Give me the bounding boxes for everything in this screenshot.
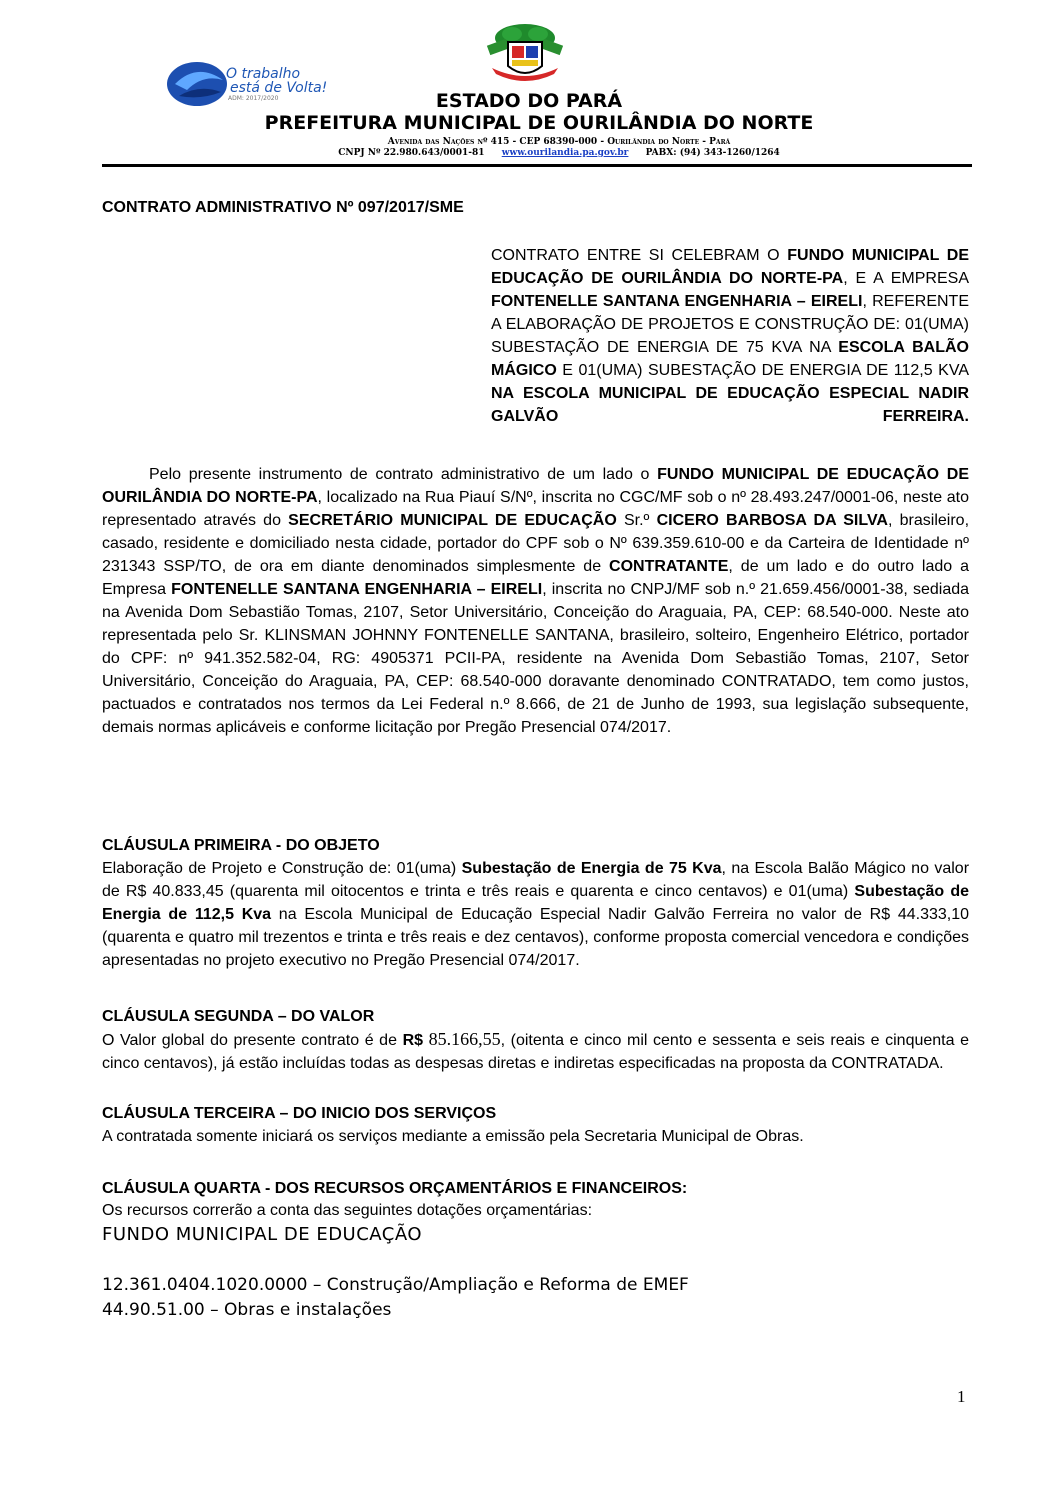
address-line: Avenida das Nações nº 415 - CEP 68390-000 - Ourilândia do Norte - Pará [387, 137, 731, 147]
state-heading: ESTADO DO PARÁ [435, 90, 623, 112]
preamble-text: , localizado na Rua Piauí S/Nº, inscrita no CGC/MF sob o nº 28.493.247/0001-06, neste ato representado através do [102, 489, 969, 529]
summary-text: , REFERENTE A ELABORAÇÃO DE PROJETOS E CONSTRUÇÃO DE: 01(UMA) SUBESTAÇÃO DE ENERGIA DE 75 KVA NA [491, 293, 970, 356]
budget-allocation-2: 44.90.51.00 – Obras e instalações [102, 1300, 392, 1320]
clause-bold-text: Subestação de Energia de 112,5 Kva [102, 883, 969, 923]
preamble-text: Pelo presente instrumento de contrato administrativo de um lado o [149, 466, 658, 483]
summary-bold-text: FUNDO MUNICIPAL DE EDUCAÇÃO DE OURILÂNDIA DO NORTE-PA [491, 247, 969, 287]
clause-1-body [102, 857, 969, 972]
logo-line-1: O trabalho [226, 66, 301, 82]
preamble-text: , inscrita no CNPJ/MF sob n.º 21.659.456/0001-38, sediada na Avenida Dom Sebastião Tomas, 2107, Setor Universitário, Conceição do Araguaia, PA, CEP: 68.540-000. Neste ato representada pelo Sr. KLINSMAN JOHNNY FONTENELLE SANTANA, brasileiro, solteiro, Engenheiro Elétrico, portador do CPF: nº 941.352.582-04, RG: 4905371 PCII-PA, residente na Avenida Dom Sebastião Tomas, 2107, Setor Universitário, Conceição do Araguaia, PA, CEP: 68.540-000 doravante denominado CONTRATADO, tem como justos, pactuados e contratados nos termos da Lei Federal n.º 8.666, de 21 de Junho de 1993, sua legislação subsequente, demais normas aplicáveis e conforme licitação por Pregão Presencial 074/2017. [102, 581, 970, 736]
preamble-bold-text: SECRETÁRIO MUNICIPAL DE EDUCAÇÃO [288, 512, 617, 529]
cnpj-text: CNPJ Nº 22.980.643/0001-81 [338, 148, 485, 158]
clause-bold-text: Subestação de Energia de 75 Kva [461, 860, 722, 877]
summary-text: , E A EMPRESA [843, 270, 969, 287]
preamble-text: , de um lado e do outro lado a Empresa [102, 558, 970, 598]
clause-text: , na Escola Balão Mágico no valor de R$ 40.833,45 (quarenta mil oitocentos e trinta e três reais e quarenta e cinco centavos) e 01(uma) [102, 860, 970, 900]
logo-line-2: está de Volta! [230, 80, 328, 96]
summary-bold-text: ESCOLA BALÃO MÁGICO [491, 339, 969, 379]
summary-bold-text: NA ESCOLA MUNICIPAL DE EDUCAÇÃO ESPECIAL NADIR GALVÃO FERREIRA. [491, 385, 969, 425]
coat-of-arms-icon [484, 22, 566, 84]
clause-text: O Valor global do presente contrato é de [102, 1032, 403, 1049]
clause-3-body: A contratada somente iniciará os serviços mediante a emissão pela Secretaria Municipal de Obras. [102, 1128, 804, 1145]
header-divider [102, 164, 972, 167]
clause-text: , (oitenta e cinco mil cento e sessenta e seis reais e cinquenta e cinco centavos), já estão incluídas todas as despesas diretas e indiretas especificadas na proposta da CONTRATADA. [102, 1032, 969, 1072]
clause-2-body [102, 1028, 969, 1075]
summary-text: CONTRATO ENTRE SI CELEBRAM O [491, 247, 788, 264]
preamble-paragraph [102, 463, 969, 739]
preamble-bold-text: FONTENELLE SANTANA ENGENHARIA – EIRELI [171, 581, 543, 598]
preamble-text: , brasileiro, casado, residente e domiciliado nesta cidade, portador do CPF sob o Nº 639.359.610-00 e da Carteira de Identidade nº 231343 SSP/TO, de ora em diante denominados simplesmente de [102, 512, 970, 575]
contract-summary [491, 244, 969, 428]
logo-line-3: ADM: 2017/2020 [228, 95, 279, 102]
total-value: 85.166,55 [428, 1029, 501, 1049]
budget-allocation-1: 12.361.0404.1020.0000 – Construção/Ampliação e Reforma de EMEF [102, 1275, 689, 1295]
contract-title: CONTRATO ADMINISTRATIVO Nº 097/2017/SME [102, 199, 464, 216]
phone-text: PABX: (94) 343-1260/1264 [645, 148, 780, 158]
preamble-bold-text: CICERO BARBOSA DA SILVA [656, 512, 888, 529]
budget-fund-heading: FUNDO MUNICIPAL DE EDUCAÇÃO [102, 1224, 423, 1245]
clause-4-body: Os recursos correrão a conta das seguintes dotações orçamentárias: [102, 1202, 593, 1219]
clause-text: na Escola Municipal de Educação Especial Nadir Galvão Ferreira no valor de R$ 44.333,10 (quarenta e quatro mil trezentos e trinta e três reais e dez centavos), conforme proposta comercial vencedora e condições apresentadas no projeto executivo no Pregão Presencial 074/2017. [102, 906, 970, 969]
summary-text: E 01(UMA) SUBESTAÇÃO DE ENERGIA DE 112,5 KVA [556, 362, 969, 379]
preamble-bold-text: CONTRATANTE [609, 558, 729, 575]
clause-text: Elaboração de Projeto e Construção de: 01(uma) [102, 860, 462, 877]
clause-1-heading: CLÁUSULA PRIMEIRA - DO OBJETO [102, 837, 380, 854]
clause-bold-text: R$ [402, 1032, 429, 1049]
contact-line [0, 148, 1058, 158]
preamble-text: Sr.º [616, 512, 657, 529]
clause-3-heading: CLÁUSULA TERCEIRA – DO INICIO DOS SERVIÇOS [102, 1105, 497, 1122]
website-link[interactable]: www.ourilandia.pa.gov.br [501, 148, 629, 158]
clause-2-heading: CLÁUSULA SEGUNDA – DO VALOR [102, 1008, 375, 1025]
prefeitura-heading: PREFEITURA MUNICIPAL DE OURILÂNDIA DO NORTE [264, 112, 814, 134]
clause-4-heading: CLÁUSULA QUARTA - DOS RECURSOS ORÇAMENTÁRIOS E FINANCEIROS: [102, 1180, 688, 1197]
preamble-bold-text: FUNDO MUNICIPAL DE EDUCAÇÃO DE OURILÂNDIA DO NORTE-PA [102, 466, 969, 506]
summary-bold-text: FONTENELLE SANTANA ENGENHARIA – EIRELI [491, 293, 863, 310]
page-number: 1 [957, 1387, 966, 1406]
